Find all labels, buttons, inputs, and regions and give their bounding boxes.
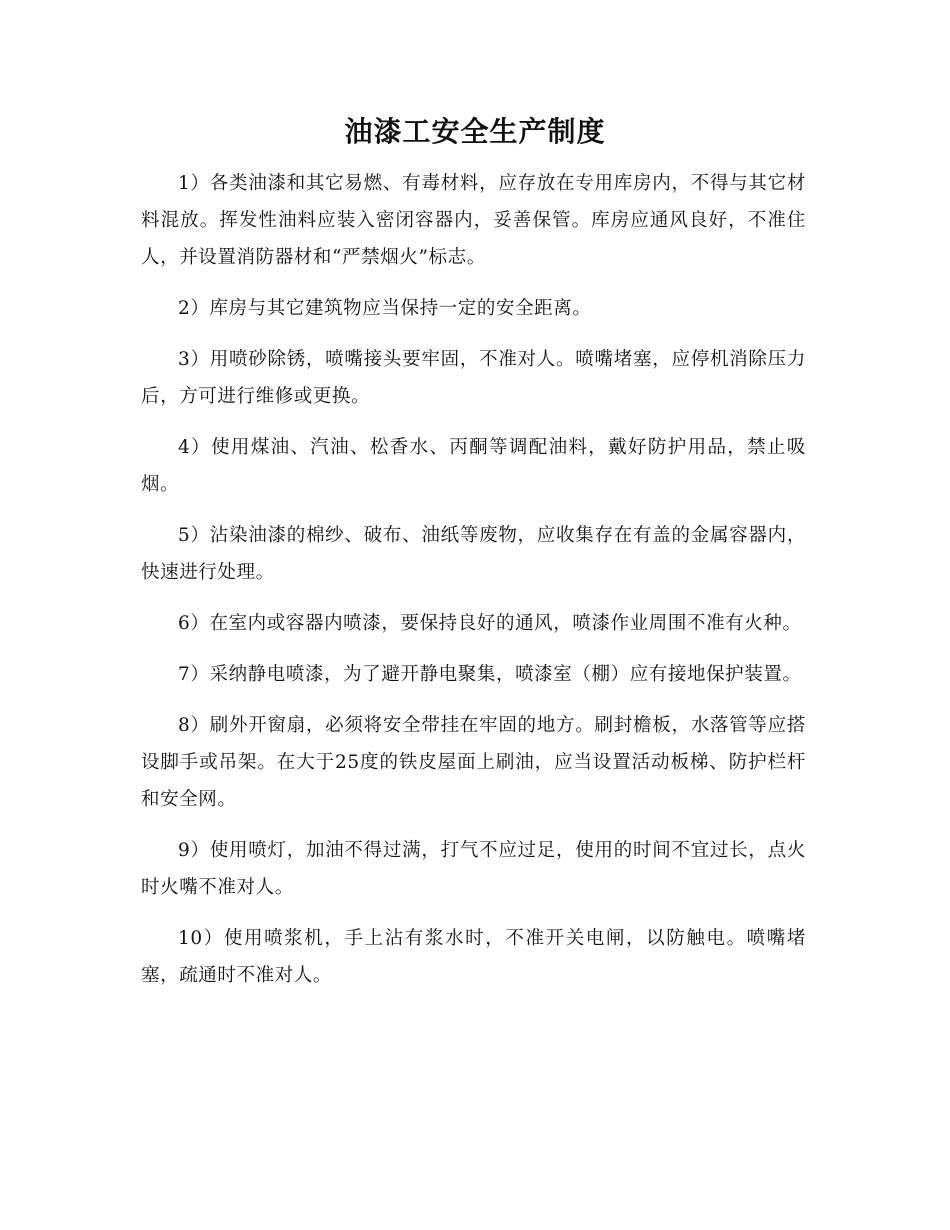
paragraph-9: 9）使用喷灯，加油不得过满，打气不应过足，使用的时间不宜过长，点火时火嘴不准对人。 (141, 840, 806, 898)
document-body (141, 165, 806, 1008)
paragraph-10: 10）使用喷浆机，手上沾有浆水时，不准开关电闸，以防触电。喷嘴堵塞，疏通时不准对人。 (141, 928, 806, 986)
paragraph-7: 7）采纳静电喷漆，为了避开静电聚集，喷漆室（棚）应有接地保护装置。 (178, 664, 802, 685)
paragraph-3: 3）用喷砂除锈，喷嘴接头要牢固，不准对人。喷嘴堵塞，应停机消除压力后，方可进行维修或更换。 (141, 349, 806, 407)
paragraph-8: 8）刷外开窗扇，必须将安全带挂在牢固的地方。刷封檐板，水落管等应搭设脚手或吊架。在大于25度的铁皮屋面上刷油，应当设置活动板梯、防护栏杆和安全网。 (141, 715, 806, 810)
paragraph-1: 1）各类油漆和其它易燃、有毒材料，应存放在专用库房内，不得与其它材料混放。挥发性油料应装入密闭容器内，妥善保管。库房应通风良好，不准住人，并设置消防器材和“严禁烟火”标志。 (141, 173, 806, 268)
document-title: 油漆工安全生产制度 (344, 115, 606, 148)
paragraph-6: 6）在室内或容器内喷漆，要保持良好的通风，喷漆作业周围不准有火种。 (178, 613, 802, 634)
paragraph-5: 5）沾染油漆的棉纱、破布、油纸等废物，应收集存在有盖的金属容器内，快速进行处理。 (141, 525, 806, 583)
paragraph-2: 2）库房与其它建筑物应当保持一定的安全距离。 (178, 298, 592, 319)
paragraph-4: 4）使用煤油、汽油、松香水、丙酮等调配油料，戴好防护用品，禁止吸烟。 (141, 437, 806, 495)
